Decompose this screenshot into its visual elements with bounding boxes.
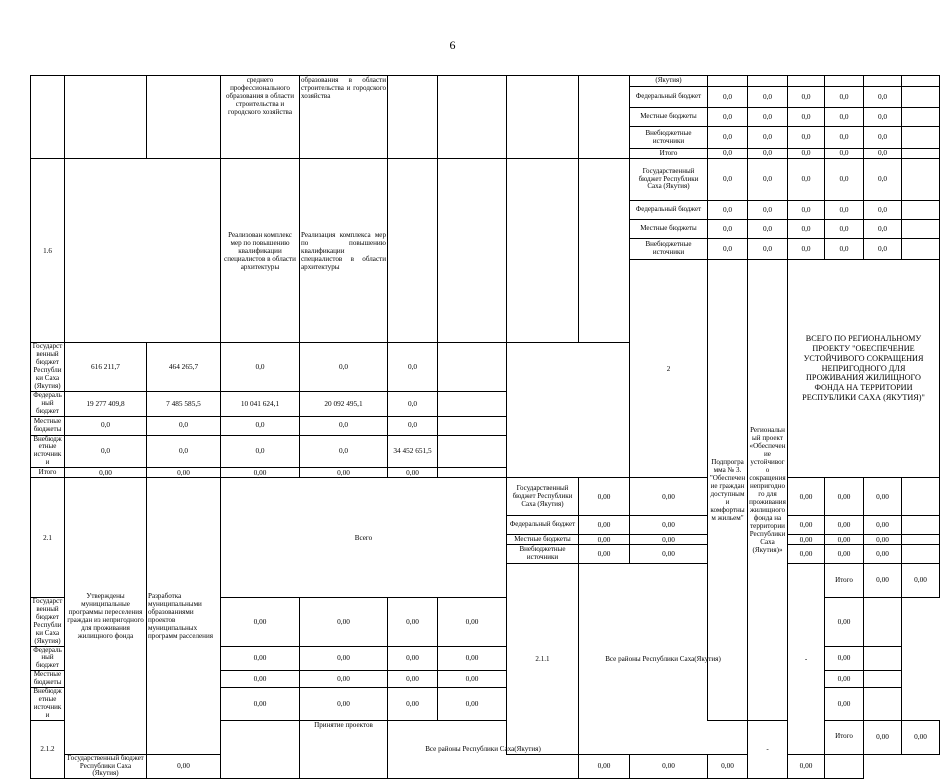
result-text: Принятие проектов (300, 720, 388, 779)
cell-empty (388, 159, 438, 343)
value-cell: 0,0 (748, 127, 788, 149)
value-cell: 0,00 (438, 671, 507, 688)
value-cell: 0,0 (788, 159, 825, 201)
value-cell: 0,0 (748, 87, 788, 108)
cell-empty (864, 76, 902, 87)
table-row (31, 478, 940, 516)
cell-empty (438, 343, 507, 391)
value-cell: 0,00 (788, 478, 825, 516)
cell-empty (507, 159, 579, 343)
cell-empty (65, 159, 221, 343)
source-label: Местные бюджеты (630, 220, 708, 239)
source-label: Местные бюджеты (630, 108, 708, 127)
value-cell: 0,00 (300, 598, 388, 646)
value-cell: 0,00 (864, 478, 902, 516)
value-cell: 0,0 (864, 127, 902, 149)
value-cell: 0,0 (788, 127, 825, 149)
table-row (31, 76, 940, 87)
value-cell: 0,0 (864, 87, 902, 108)
source-label: Внебюджетные источники (31, 688, 65, 721)
value-cell: 0,0 (788, 220, 825, 239)
cell-empty (147, 76, 221, 159)
value-cell: 0,00 (438, 598, 507, 646)
value-cell: 0,00 (788, 754, 825, 779)
budget-table (30, 75, 940, 779)
value-cell: 0,0 (825, 149, 864, 159)
value-cell: 0,0 (65, 435, 147, 468)
value-cell: 0,0 (147, 435, 221, 468)
source-label: Федеральный бюджет (507, 516, 579, 535)
source-label: Федеральный бюджет (630, 87, 708, 108)
value-cell: 0,0 (748, 220, 788, 239)
page-number: 6 (449, 38, 456, 52)
value-cell: 0,00 (630, 545, 708, 564)
value-cell: 0,0 (864, 108, 902, 127)
cell-empty (902, 535, 940, 545)
cell-empty (579, 159, 630, 343)
value-cell: 0,00 (300, 468, 388, 478)
value-cell: 0,00 (147, 754, 221, 779)
value-cell: 0,0 (864, 159, 902, 201)
value-cell: 20 092 495,1 (300, 391, 388, 416)
source-label: Государственный бюджет Республики Саха (Якутия) (630, 159, 708, 201)
value-cell: 0,00 (388, 646, 438, 671)
source-label: Федеральный бюджет (31, 646, 65, 671)
row-number: 1.6 (31, 159, 65, 343)
value-cell: 10 041 624,1 (221, 391, 300, 416)
cell-empty (902, 149, 940, 159)
source-label: Итого (825, 720, 864, 754)
cell-empty (748, 76, 788, 87)
value-cell: 0,00 (388, 671, 438, 688)
cell-empty (438, 76, 507, 159)
value-cell: 0,00 (825, 545, 864, 564)
value-cell: 0,00 (579, 478, 630, 516)
source-label: Местные бюджеты (31, 416, 65, 435)
cell-empty (902, 127, 940, 149)
value-cell: 0,0 (708, 239, 748, 260)
value-cell: 0,0 (748, 108, 788, 127)
value-cell: 0,0 (788, 87, 825, 108)
value-cell: 0,00 (788, 535, 825, 545)
value-cell: 0,00 (300, 688, 388, 721)
source-label: Внебюджетные источники (31, 435, 65, 468)
value-cell: 0,00 (221, 468, 300, 478)
value-cell: 0,0 (708, 220, 748, 239)
value-cell: 0,0 (65, 416, 147, 435)
row-number: 2.1.1 (507, 564, 579, 754)
value-cell: 34 452 651,5 (388, 435, 438, 468)
area-text: Все районы Республики Саха(Якутия) (579, 564, 748, 754)
value-cell: 0,0 (825, 220, 864, 239)
value-cell: 0,0 (825, 239, 864, 260)
value-cell: 0,0 (788, 108, 825, 127)
source-label: Внебюджетные источники (630, 239, 708, 260)
source-label: Местные бюджеты (507, 535, 579, 545)
value-cell: 0,00 (864, 564, 902, 598)
value-cell: 0,0 (708, 149, 748, 159)
result-text: образования в области строительства и городского хозяйства (300, 76, 388, 159)
value-cell: 0,00 (630, 535, 708, 545)
value-cell: 0,0 (748, 239, 788, 260)
value-cell: 0,0 (147, 416, 221, 435)
value-cell: 0,0 (825, 201, 864, 220)
cell-empty (65, 76, 147, 159)
value-cell: 0,0 (708, 159, 748, 201)
value-cell: 0,00 (221, 646, 300, 671)
value-cell: 0,0 (300, 435, 388, 468)
value-cell: 0,00 (708, 754, 748, 779)
value-cell: 0,0 (864, 239, 902, 260)
source-label: Федеральный бюджет (31, 391, 65, 416)
value-cell: 0,00 (788, 516, 825, 535)
cell-empty (902, 220, 940, 239)
value-cell: 0,0 (864, 149, 902, 159)
value-cell: 0,00 (388, 598, 438, 646)
value-cell: 0,00 (221, 671, 300, 688)
value-cell: 0,00 (388, 688, 438, 721)
value-cell: 0,0 (388, 416, 438, 435)
cell-empty (438, 391, 507, 416)
source-label: Государственный бюджет Республики Саха (Якутия) (65, 754, 147, 779)
cell-empty (579, 76, 630, 159)
value-cell: 0,00 (579, 754, 630, 779)
cell-empty (825, 754, 864, 779)
value-cell: 0,00 (65, 468, 147, 478)
value-cell: 19 277 409,8 (65, 391, 147, 416)
value-cell: 0,00 (864, 516, 902, 535)
table-row (31, 159, 940, 201)
cell-empty (864, 598, 902, 646)
value-cell: 0,00 (825, 598, 864, 646)
cell-empty (902, 239, 940, 260)
subprogram-text: Подпрограмма № 3. "Обеспечение граждан доступным и комфортным жильем" (708, 260, 748, 721)
result-text: Разработка муниципальными образованиями проектов муниципальных программ расселения (147, 478, 221, 754)
value-cell: 0,00 (630, 754, 708, 779)
value-cell: 0,00 (825, 671, 864, 688)
value-cell: 0,0 (221, 343, 300, 391)
cell-empty (864, 671, 902, 688)
value-cell: 0,0 (825, 108, 864, 127)
value-cell: 0,00 (864, 545, 902, 564)
value-cell: 0,0 (221, 416, 300, 435)
cell-empty (31, 76, 65, 159)
cell-empty (864, 646, 902, 671)
value-cell: 0,0 (300, 343, 388, 391)
value-cell: 0,0 (221, 435, 300, 468)
value-cell: 0,0 (825, 159, 864, 201)
row-number: 2.1.2 (31, 720, 65, 779)
cell-empty (902, 76, 940, 87)
cell-empty (438, 435, 507, 468)
project-text: Региональный проект «Обеспечение устойчивого сокращения непригодного для проживания жилищного фонда на территории Республики Саха (Якутия)» (748, 260, 788, 721)
cell-empty (221, 720, 300, 779)
cell-empty (902, 201, 940, 220)
cell-empty (825, 76, 864, 87)
value-cell: 0,0 (864, 220, 902, 239)
value-cell: 0,0 (300, 416, 388, 435)
value-cell: 0,0 (708, 108, 748, 127)
source-label: Внебюджетные источники (630, 127, 708, 149)
source-label: Местные бюджеты (31, 671, 65, 688)
source-label: Внебюджетные источники (507, 545, 579, 564)
value-cell: 0,0 (388, 343, 438, 391)
value-cell: 0,00 (630, 478, 708, 516)
row-number: 2.1 (31, 478, 65, 598)
value-cell: 464 265,7 (147, 343, 221, 391)
cell-empty (902, 516, 940, 535)
cell-empty (388, 76, 438, 159)
value-cell: 0,00 (788, 545, 825, 564)
value-cell: 0,00 (864, 720, 902, 754)
cell-empty (438, 468, 507, 478)
source-label: Федеральный бюджет (630, 201, 708, 220)
value-cell: 0,00 (579, 535, 630, 545)
value-cell: 0,0 (748, 159, 788, 201)
value-cell: 0,0 (748, 149, 788, 159)
value-cell: 0,0 (825, 87, 864, 108)
value-cell: 0,00 (825, 646, 864, 671)
source-label: Итого (31, 468, 65, 478)
area-text: Все районы Республики Саха(Якутия) (388, 720, 579, 779)
dash-cell: - (788, 564, 825, 754)
source-label: (Якутия) (630, 76, 708, 87)
dash-cell: - (748, 720, 788, 779)
source-label: Государственный бюджет Республики Саха (Якутия) (31, 598, 65, 646)
value-cell: 0,00 (221, 598, 300, 646)
value-cell: 0,00 (221, 688, 300, 721)
value-cell: 0,00 (825, 688, 864, 721)
source-label: Итого (630, 149, 708, 159)
value-cell: 0,00 (825, 478, 864, 516)
value-cell: 0,00 (825, 516, 864, 535)
cell-empty (902, 478, 940, 516)
responsible-text: Реализован комплекс мер по повышению квалификации специалистов в области архитектуры (221, 159, 300, 343)
value-cell: 0,0 (788, 201, 825, 220)
value-cell: 0,00 (864, 535, 902, 545)
value-cell: 0,0 (864, 201, 902, 220)
project-total-title: ВСЕГО ПО РЕГИОНАЛЬНОМУ ПРОЕКТУ "ОБЕСПЕЧЕНИЕ УСТОЙЧИВОГО СОКРАЩЕНИЯ НЕПРИГОДНОГО ДЛЯ ПРОЖИВАНИЯ ЖИЛИЩНОГО ФОНДА НА ТЕРРИТОРИИ РЕСПУБЛИКИ САХА (ЯКУТИЯ)" (788, 260, 940, 478)
value-cell: 7 485 585,5 (147, 391, 221, 416)
value-cell: 0,0 (708, 127, 748, 149)
value-cell: 0,00 (388, 468, 438, 478)
responsible-text: среднего профессионального образования в области строительства и городского хозяйства (221, 76, 300, 159)
value-cell: 0,0 (748, 201, 788, 220)
value-cell: 616 211,7 (65, 343, 147, 391)
result-text: Реализация комплекса мер по повышению квалификации специалистов в области архитектуры (300, 159, 388, 343)
value-cell: 0,00 (902, 720, 940, 754)
value-cell: 0,00 (579, 516, 630, 535)
cell-empty (902, 87, 940, 108)
value-cell: 0,0 (388, 391, 438, 416)
value-cell: 0,0 (825, 127, 864, 149)
value-cell: 0,00 (579, 545, 630, 564)
area-text: Всего (221, 478, 507, 598)
source-label: Государственный бюджет Республики Саха (Якутия) (31, 343, 65, 391)
value-cell: 0,00 (902, 564, 940, 598)
value-cell: 0,0 (708, 87, 748, 108)
value-cell: 0,0 (788, 149, 825, 159)
cell-empty (438, 416, 507, 435)
cell-empty (708, 76, 748, 87)
value-cell: 0,0 (788, 239, 825, 260)
value-cell: 0,00 (300, 646, 388, 671)
value-cell: 0,00 (300, 671, 388, 688)
value-cell: 0,00 (147, 468, 221, 478)
cell-empty (902, 108, 940, 127)
source-label: Итого (825, 564, 864, 598)
value-cell: 0,0 (708, 201, 748, 220)
value-cell: 0,00 (438, 688, 507, 721)
value-cell: 0,00 (630, 516, 708, 535)
source-label: Государственный бюджет Республики Саха (Якутия) (507, 478, 579, 516)
row-number: 2 (630, 260, 708, 478)
cell-empty (902, 545, 940, 564)
cell-empty (902, 159, 940, 201)
cell-empty (438, 159, 507, 343)
cell-empty (864, 688, 902, 721)
responsible-text: Утверждены муниципальные программы переселения граждан из непригодного для проживания жилищного фонда (65, 478, 147, 754)
cell-empty (788, 76, 825, 87)
value-cell: 0,00 (825, 535, 864, 545)
cell-empty (507, 76, 579, 159)
value-cell: 0,00 (438, 646, 507, 671)
